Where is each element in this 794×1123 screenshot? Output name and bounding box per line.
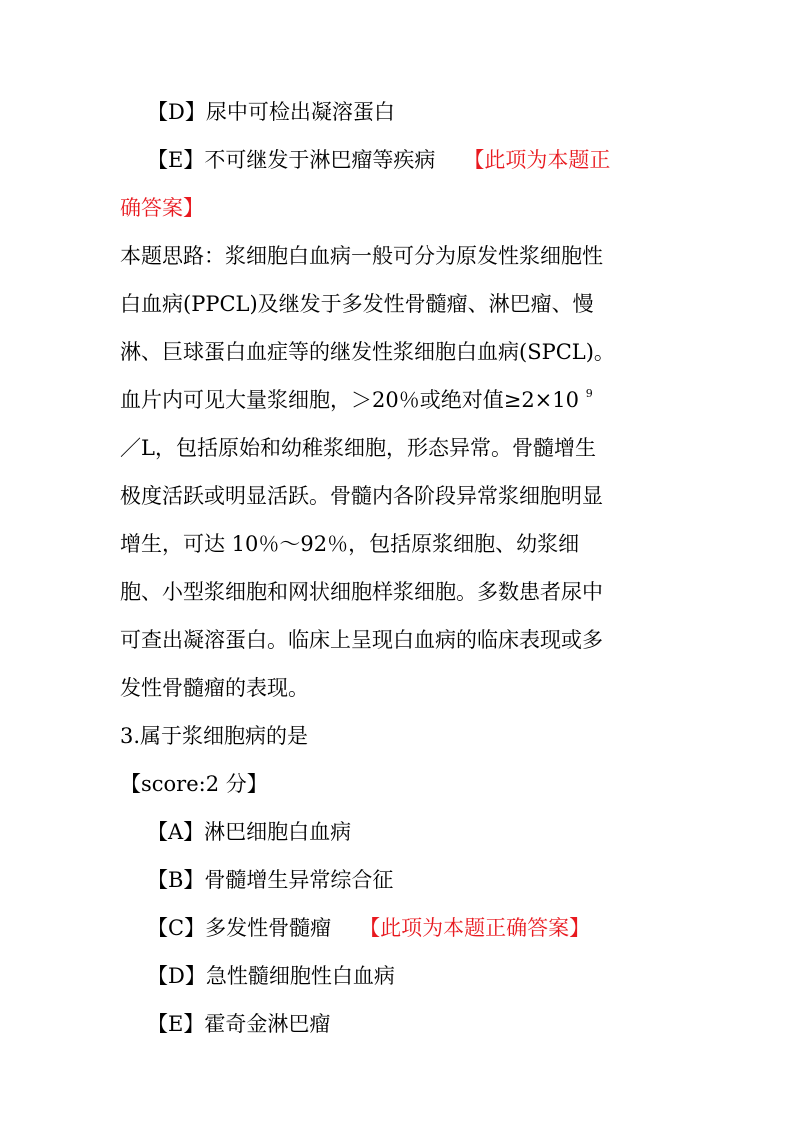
- q2-answer-tag-continued: 确答案】: [120, 196, 204, 220]
- q2-answer-tag: 【此项为本题正: [463, 148, 611, 172]
- q3-score: 【score:2 分】: [120, 772, 268, 796]
- q3-answer-tag: 【此项为本题正确答案】: [359, 916, 591, 940]
- q2-explanation-line-1: 本题思路：浆细胞白血病一般可分为原发性浆细胞性: [120, 244, 603, 268]
- q3-option-d: 【D】急性髓细胞性白血病: [147, 964, 395, 988]
- q2-option-d: 【D】尿中可检出凝溶蛋白: [147, 100, 395, 124]
- q2-option-e: [147, 146, 610, 174]
- q3-option-b: 【B】骨髓增生异常综合征: [147, 868, 394, 892]
- q2-explanation-line-10: 发性骨髓瘤的表现。: [120, 676, 309, 700]
- q2-explanation-line-6: 极度活跃或明显活跃。骨髓内各阶段异常浆细胞明显: [120, 484, 603, 508]
- q2-explanation-line-2: 白血病(PPCL)及继发于多发性骨髓瘤、淋巴瘤、慢: [120, 292, 594, 316]
- q2-explanation-line-4: [120, 386, 593, 418]
- q2-explanation-line-4-text: 血片内可见大量浆细胞，＞20％或绝对值≥2×10: [120, 388, 579, 412]
- q2-explanation-line-5: ／L，包括原始和幼稚浆细胞，形态异常。骨髓增生: [120, 436, 596, 460]
- q2-explanation-line-3: 淋、巨球蛋白血症等的继发性浆细胞白血病(SPCL)。: [120, 340, 615, 364]
- q3-option-c-text: 【C】多发性骨髓瘤: [147, 916, 332, 940]
- q3-option-c: [147, 914, 590, 942]
- q2-explanation-line-8: 胞、小型浆细胞和网状细胞样浆细胞。多数患者尿中: [120, 580, 603, 604]
- q2-explanation-line-9: 可查出凝溶蛋白。临床上呈现白血病的临床表现或多: [120, 628, 603, 652]
- q2-option-e-text: 【E】不可继发于淋巴瘤等疾病: [147, 148, 436, 172]
- q2-explanation-line-7: 增生，可达 10％～92％，包括原浆细胞、幼浆细: [120, 532, 580, 556]
- superscript-exponent: 9: [585, 387, 593, 400]
- q3-option-e: 【E】霍奇金淋巴瘤: [147, 1012, 331, 1036]
- q3-stem: 3.属于浆细胞病的是: [120, 724, 309, 748]
- q3-option-a: 【A】淋巴细胞白血病: [147, 820, 352, 844]
